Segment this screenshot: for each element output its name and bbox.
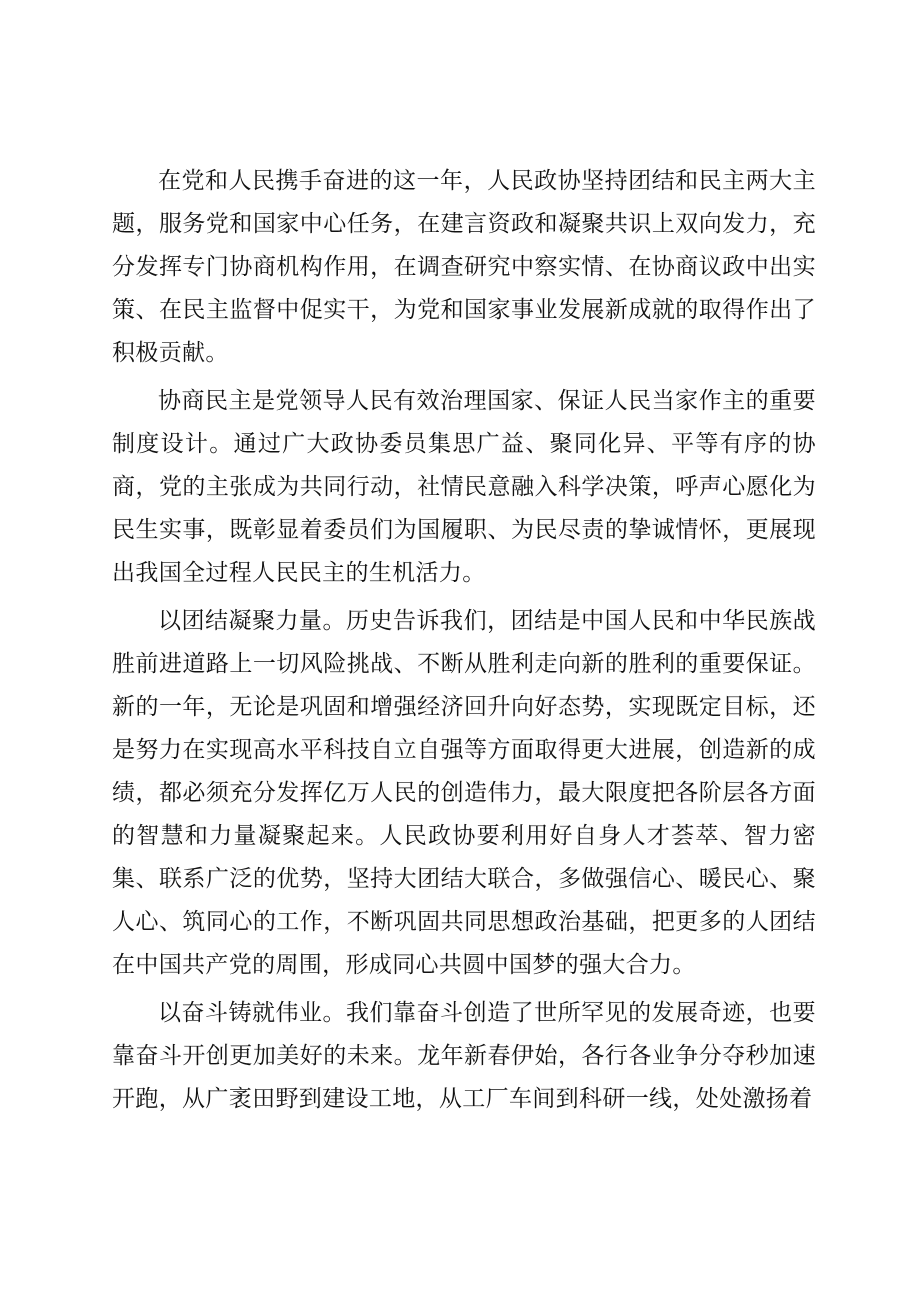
paragraph-4: 以奋斗铸就伟业。我们靠奋斗创造了世所罕见的发展奇迹，也要靠奋斗开创更加美好的未来。龙年新春伊始，各行各业争分夺秒加速开跑，从广袤田野到建设工地，从工厂车间到科研一线，处处激扬着 bbox=[112, 1000, 816, 1112]
paragraph-2: 协商民主是党领导人民有效治理国家、保证人民当家作主的重要制度设计。通过广大政协委员集思广益、聚同化异、平等有序的协商，党的主张成为共同行动，社情民意融入科学决策，呼声心愿化为民生实事，既彰显着委员们为国履职、为民尽责的挚诚情怀，更展现出我国全过程人民民主的生机活力。 bbox=[112, 388, 816, 586]
paragraph-3: 以团结凝聚力量。历史告诉我们，团结是中国人民和中华民族战胜前进道路上一切风险挑战、不断从胜利走向新的胜利的重要保证。新的一年，无论是巩固和增强经济回升向好态势，实现既定目标，还是努力在实现高水平科技自立自强等方面取得更大进展，创造新的成绩，都必须充分发挥亿万人民的创造伟力，最大限度把各阶层各方面的智慧和力量凝聚起来。人民政协要利用好自身人才荟萃、智力密集、联系广泛的优势，坚持大团结大联合，多做强信心、暖民心、聚人心、筑同心的工作，不断巩固共同思想政治基础，把更多的人团结在中国共产党的周围，形成同心共圆中国梦的强大合力。 bbox=[112, 608, 816, 978]
document-body bbox=[112, 160, 816, 1126]
paragraph-1: 在党和人民携手奋进的这一年，人民政协坚持团结和民主两大主题，服务党和国家中心任务，在建言资政和凝聚共识上双向发力，充分发挥专门协商机构作用，在调查研究中察实情、在协商议政中出实策、在民主监督中促实干，为党和国家事业发展新成就的取得作出了积极贡献。 bbox=[112, 168, 816, 366]
